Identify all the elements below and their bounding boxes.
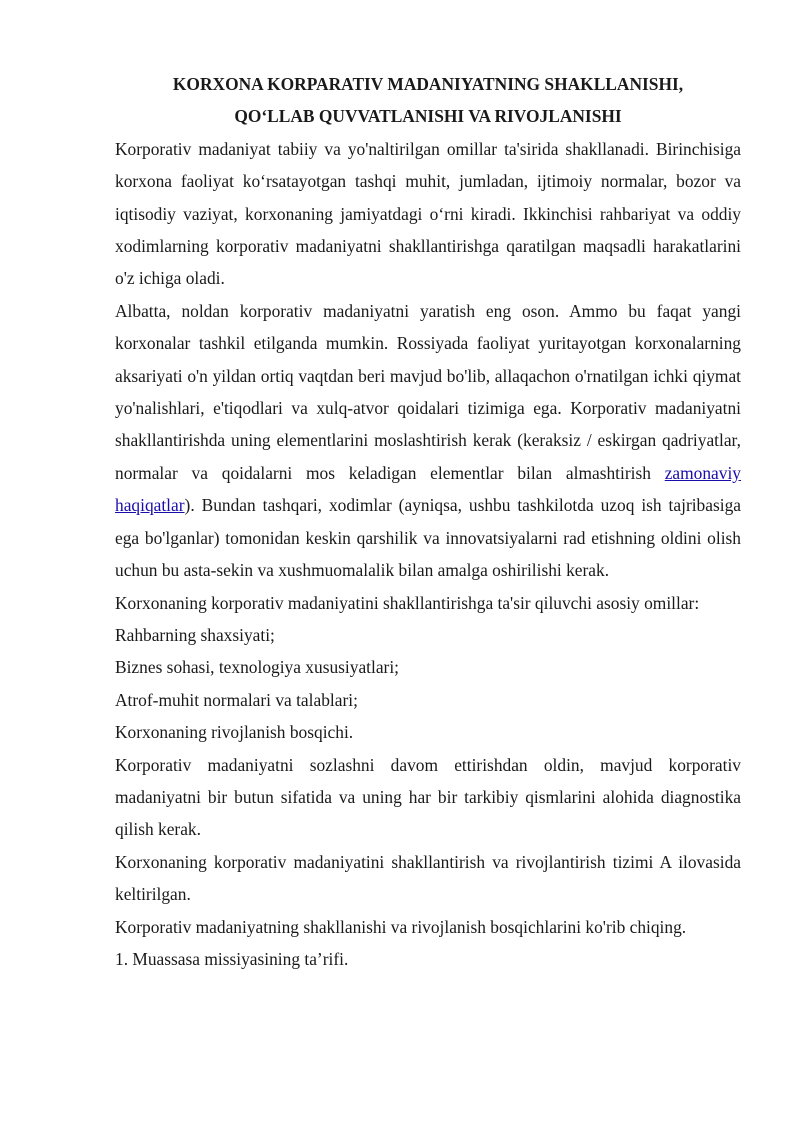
paragraph-2-text-after: ). Bundan tashqari, xodimlar (ayniqsa, ushbu tashkilotda uzoq ish tajribasiga ega bo'lganlar) tomonidan keskin qarshilik va innovatsiyalarni rad etishning oldini olish uchun bu asta-sekin va xushmuomalalik bilan amalga oshirilishi kerak. — [115, 495, 741, 581]
title-line-1: KORXONA KORPARATIV MADANIYATNING SHAKLLANISHI, — [172, 74, 684, 94]
paragraph-2-text-before: Albatta, noldan korporativ madaniyatni yaratish eng oson. Ammo bu faqat yangi korxonalar tashkil etilganda mumkin. Rossiyada faoliyat yuritayotgan korxonalarning aksariyati o'n yildan ortiq vaqtdan beri mavjud bo'lib, allaqachon o'rnatilgan ichki qiymat yo'nalishlari, e'tiqodlari va xulq-atvor qoidalari tizimiga ega. Korporativ madaniyatni shakllantirishda uning elementlarini moslashtirish kerak (keraksiz / eskirgan qadriyatlar, normalar va qoidalarni mos keladigan elementlar bilan almashtirish — [115, 300, 741, 483]
list-item: Rahbarning shaxsiyati; — [115, 624, 275, 645]
document-title — [115, 68, 741, 133]
list-item: Biznes sohasi, texnologiya xususiyatlari; — [115, 657, 400, 678]
paragraph-6: Korporativ madaniyatning shakllanishi va rivojlanish bosqichlarini ko'rib chiqing. — [115, 916, 687, 937]
paragraph-2 — [115, 295, 741, 587]
title-line-2: QO‘LLAB QUVVATLANISHI VA RIVOJLANISHI — [234, 106, 622, 127]
list-item: Korxonaning rivojlanish bosqichi. — [115, 722, 354, 743]
list-item: Atrof-muhit normalari va talablari; — [115, 689, 358, 710]
paragraph-4: Korporativ madaniyatni sozlashni davom ettirishdan oldin, mavjud korporativ madaniyatni bir butun sifatida va uning har bir tarkibiy qismlarini alohida diagnostika qilish kerak. — [115, 754, 741, 840]
paragraph-5: Korxonaning korporativ madaniyatini shakllantirish va rivojlantirish tizimi A ilovasida keltirilgan. — [115, 851, 741, 905]
modern-realities-link[interactable]: zamonaviy haqiqatlar — [115, 462, 741, 516]
document-page — [115, 68, 741, 975]
paragraph-1: Korporativ madaniyat tabiiy va yo'naltirilgan omillar ta'sirida shakllanadi. Birinchisiga korxona faoliyat ko‘rsatayotgan tashqi muhit, jumladan, ijtimoiy normalar, bozor va iqtisodiy vaziyat, korxonaning jamiyatdagi o‘rni kiradi. Ikkinchisi rahbariyat va oddiy xodimlarning korporativ madaniyatni shakllantirishga qaratilgan maqsadli harakatlarini o'z ichiga oladi. — [115, 138, 741, 289]
paragraph-3: Korxonaning korporativ madaniyatini shakllantirishga ta'sir qiluvchi asosiy omillar: — [115, 592, 700, 613]
paragraph-7: 1. Muassasa missiyasining ta’rifi. — [115, 948, 349, 969]
